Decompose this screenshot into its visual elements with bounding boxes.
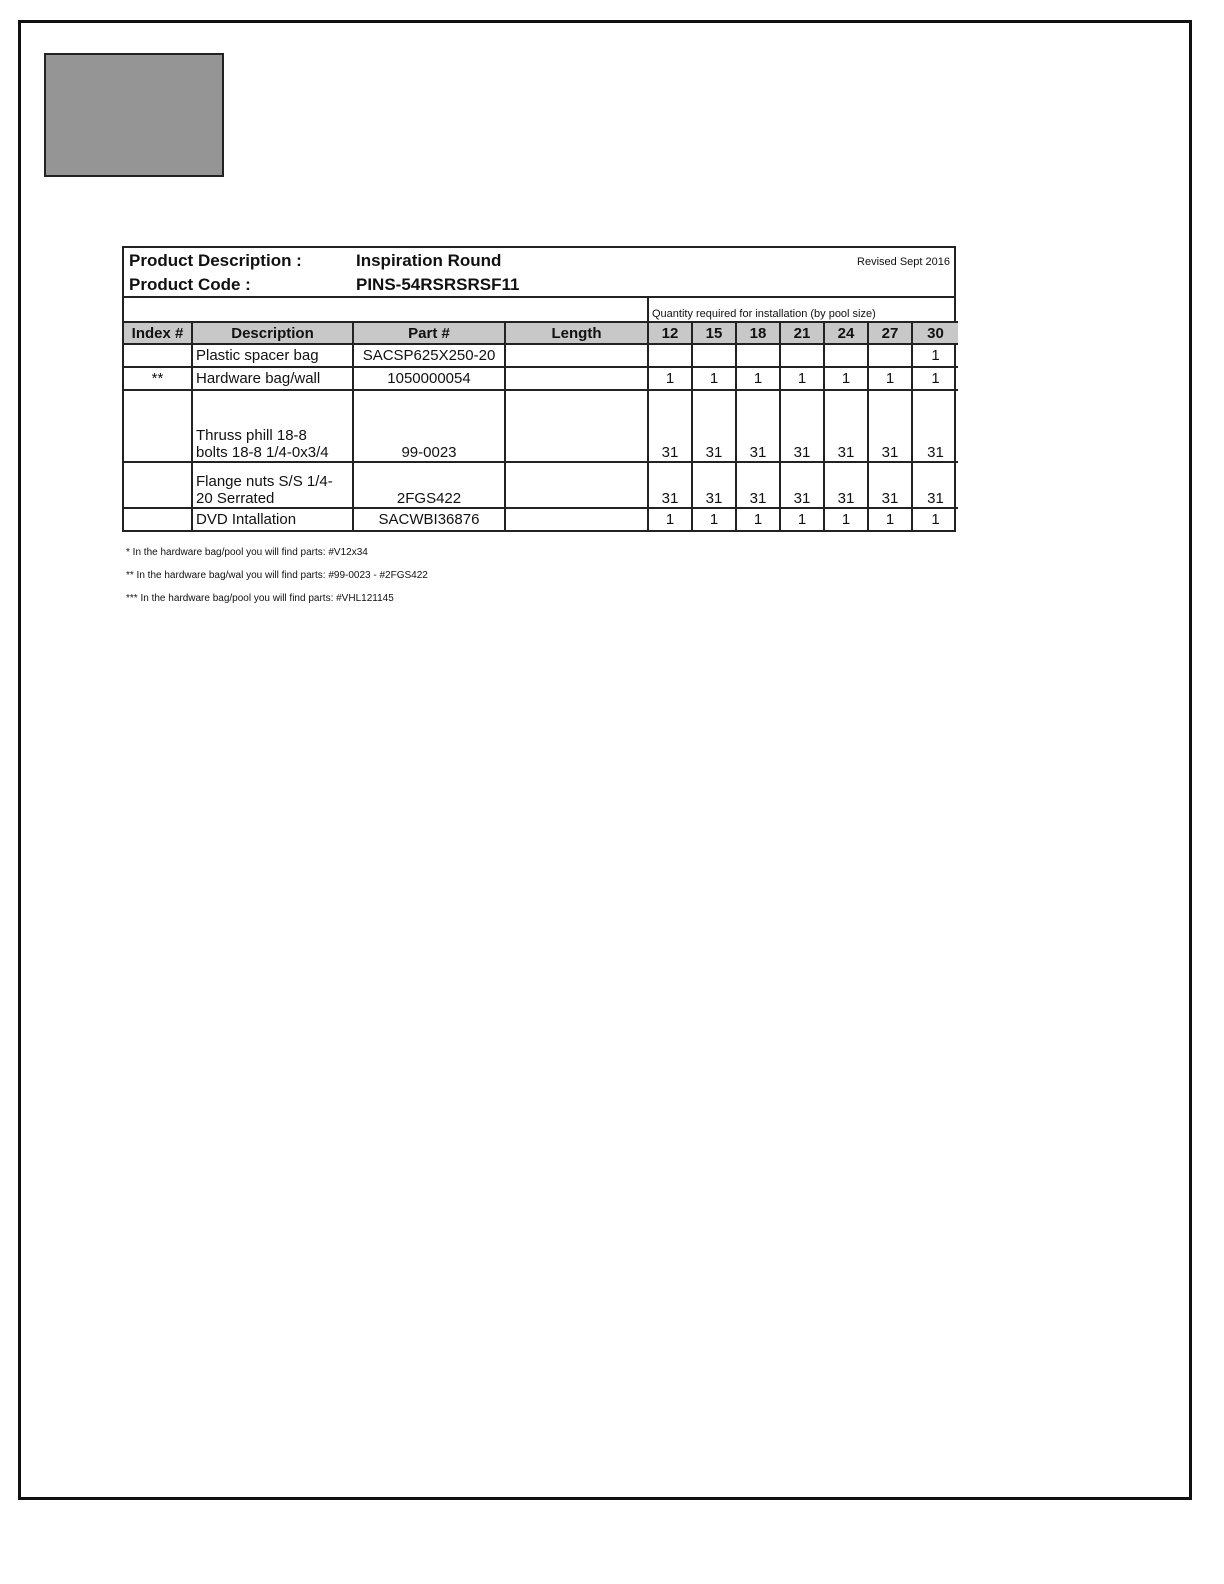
table-row <box>124 344 958 367</box>
quantity-caption: Quantity required for installation (by pool size) <box>648 298 958 322</box>
description-line: 20 Serrated <box>196 490 275 507</box>
qty-cell: 31 <box>692 390 736 462</box>
product-code-value: PINS-54RSRSRSF11 <box>356 275 520 294</box>
product-code-label: Product Code : <box>129 275 251 294</box>
col-size-27: 27 <box>868 322 912 344</box>
part-cell: 2FGS422 <box>353 462 505 508</box>
qty-cell: 1 <box>692 367 736 390</box>
description-line: bolts 18-8 1/4-0x3/4 <box>196 444 329 461</box>
length-cell <box>505 367 648 390</box>
qty-cell: 31 <box>736 462 780 508</box>
col-size-12: 12 <box>648 322 692 344</box>
qty-cell: 31 <box>692 462 736 508</box>
footnote: * In the hardware bag/pool you will find parts: #V12x34 <box>126 547 368 558</box>
qty-cell: 1 <box>692 508 736 530</box>
qty-cell: 1 <box>868 367 912 390</box>
length-cell <box>505 344 648 367</box>
qty-cell: 31 <box>868 462 912 508</box>
col-size-15: 15 <box>692 322 736 344</box>
description-cell: Hardware bag/wall <box>192 367 353 390</box>
index-cell <box>124 508 192 530</box>
index-cell: ** <box>124 367 192 390</box>
footnote: *** In the hardware bag/pool you will find parts: #VHL121145 <box>126 593 394 604</box>
logo-placeholder <box>44 53 224 177</box>
qty-cell <box>692 344 736 367</box>
description-line: Thruss phill 18-8 <box>196 427 307 444</box>
qty-cell: 31 <box>912 462 958 508</box>
footnote: ** In the hardware bag/wal you will find parts: #99-0023 - #2FGS422 <box>126 570 428 581</box>
col-size-21: 21 <box>780 322 824 344</box>
length-cell <box>505 462 648 508</box>
quantity-caption-row <box>124 298 958 322</box>
qty-cell: 1 <box>780 367 824 390</box>
index-cell <box>124 462 192 508</box>
qty-cell: 1 <box>824 367 868 390</box>
qty-cell: 1 <box>912 367 958 390</box>
qty-cell: 1 <box>780 508 824 530</box>
parts-sheet <box>122 246 956 532</box>
col-part: Part # <box>353 322 505 344</box>
table-row <box>124 462 958 508</box>
part-cell: 1050000054 <box>353 367 505 390</box>
qty-cell: 31 <box>780 462 824 508</box>
col-description: Description <box>192 322 353 344</box>
qty-cell: 1 <box>912 344 958 367</box>
footnotes <box>126 541 428 610</box>
qty-cell: 1 <box>736 367 780 390</box>
qty-cell: 31 <box>912 390 958 462</box>
qty-cell: 31 <box>648 462 692 508</box>
qty-cell: 31 <box>780 390 824 462</box>
qty-cell <box>780 344 824 367</box>
qty-cell: 31 <box>868 390 912 462</box>
qty-cell: 1 <box>648 508 692 530</box>
column-header-row <box>124 322 958 344</box>
table-row <box>124 390 958 462</box>
qty-cell: 1 <box>912 508 958 530</box>
qty-cell <box>648 344 692 367</box>
qty-cell <box>736 344 780 367</box>
index-cell <box>124 344 192 367</box>
part-cell: SACSP625X250-20 <box>353 344 505 367</box>
length-cell <box>505 508 648 530</box>
product-description-value: Inspiration Round <box>356 251 502 270</box>
col-size-18: 18 <box>736 322 780 344</box>
col-size-30: 30 <box>912 322 958 344</box>
qty-cell: 1 <box>736 508 780 530</box>
part-cell: 99-0023 <box>353 390 505 462</box>
revised-date: Revised Sept 2016 <box>857 256 950 268</box>
part-cell: SACWBI36876 <box>353 508 505 530</box>
length-cell <box>505 390 648 462</box>
index-cell <box>124 390 192 462</box>
qty-cell <box>868 344 912 367</box>
qty-cell: 1 <box>868 508 912 530</box>
description-cell <box>192 390 353 462</box>
description-cell: Plastic spacer bag <box>192 344 353 367</box>
description-cell <box>192 462 353 508</box>
qty-cell: 31 <box>736 390 780 462</box>
qty-cell: 1 <box>824 508 868 530</box>
qty-cell: 1 <box>648 367 692 390</box>
qty-cell <box>824 344 868 367</box>
qty-cell: 31 <box>824 462 868 508</box>
col-size-24: 24 <box>824 322 868 344</box>
col-index: Index # <box>124 322 192 344</box>
page-frame <box>18 20 1192 1500</box>
qty-cell: 31 <box>824 390 868 462</box>
description-line: Flange nuts S/S 1/4- <box>196 473 333 490</box>
parts-table <box>124 298 958 530</box>
sheet-header <box>124 248 954 298</box>
table-row <box>124 508 958 530</box>
table-row <box>124 367 958 390</box>
product-description-label: Product Description : <box>129 251 302 270</box>
description-cell: DVD Intallation <box>192 508 353 530</box>
col-length: Length <box>505 322 648 344</box>
qty-cell: 31 <box>648 390 692 462</box>
